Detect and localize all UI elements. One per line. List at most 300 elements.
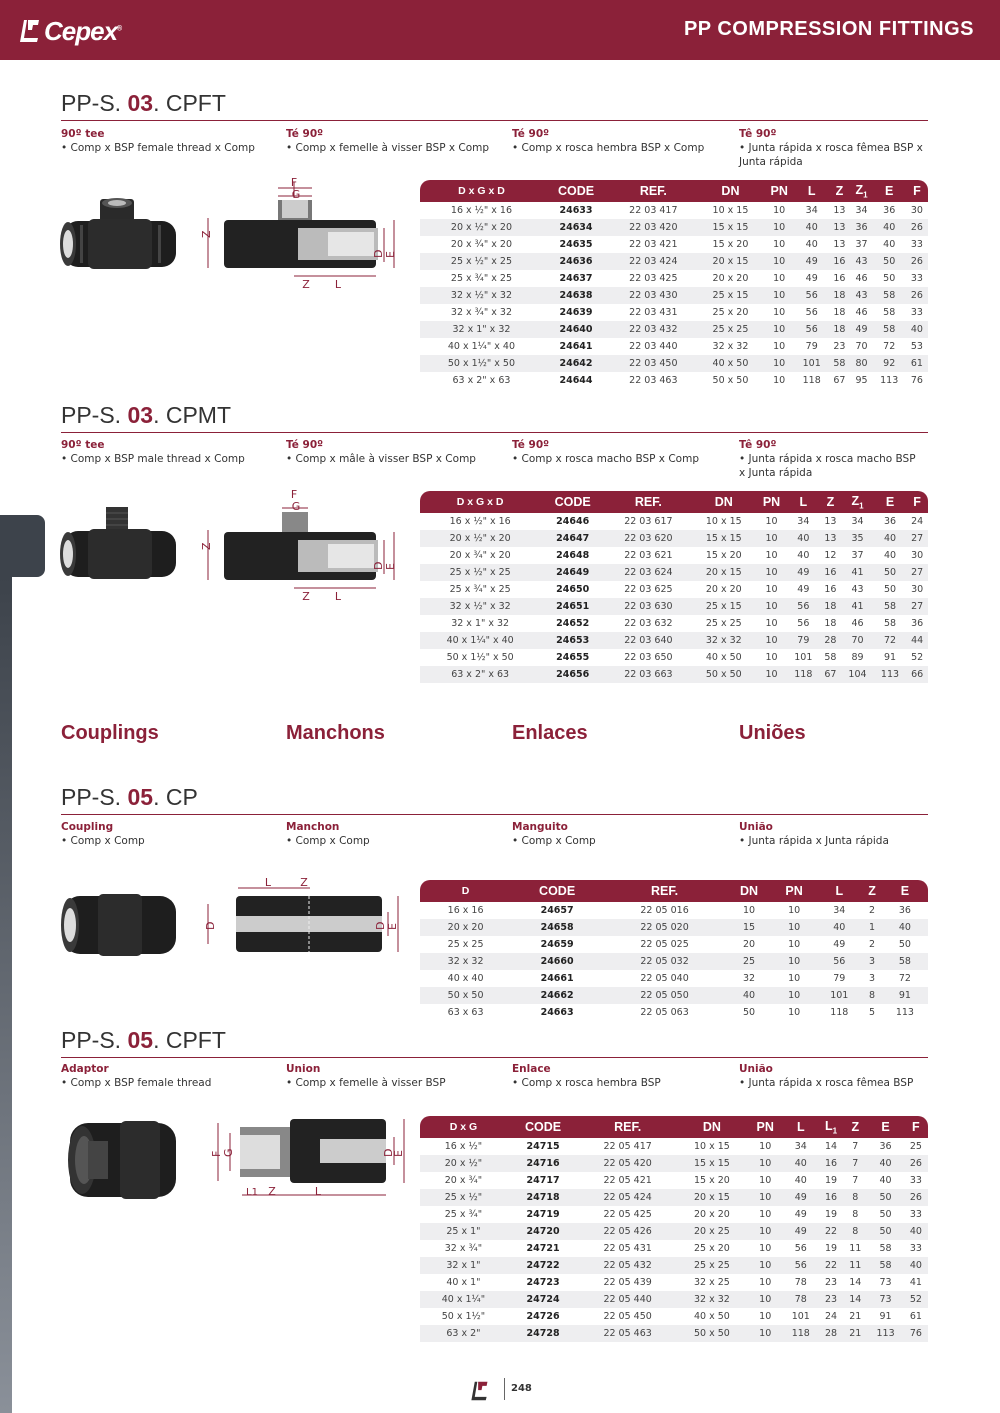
table-row [420,1004,928,1021]
table-cell: 32 x 25 [694,1277,730,1288]
table-cell: 49 [783,1223,819,1240]
table-cell: 22 03 421 [629,239,678,250]
dim-label: L [334,590,342,603]
table-cell: 49 [795,253,828,270]
table-cell: 118 [802,375,821,386]
table-cell: 22 05 032 [603,953,726,970]
table-cell: 11 [843,1257,867,1274]
table-cell: 32 x 32 [676,1291,748,1308]
table-cell: 56 [783,1257,819,1274]
table-cell: 56 [797,618,810,629]
table-cell: 13 [828,219,850,236]
table-cell: 30 [911,584,924,595]
table-cell: 28 [820,632,842,649]
table-cell: 91 [882,987,928,1004]
section-title-cpft-tee: PP-S. 03. CPFT [61,90,226,116]
table-cell: 49 [797,584,810,595]
dim-label: F [290,488,298,501]
table-cell: 89 [851,652,864,663]
table-cell: 40 x 1¼" x 40 [447,341,516,352]
product-code: 24655 [556,652,590,663]
table-cell: 22 05 424 [579,1189,676,1206]
product-code: 24715 [526,1141,560,1152]
table-cell: 40 [787,530,820,547]
table-row [420,372,928,389]
table-cell: 72 [874,632,907,649]
dim-label: F [210,1150,223,1157]
table-cell: 58 [873,321,906,338]
table-cell: 53 [910,341,923,352]
desc-pt: Tê 90º • Junta rápida x rosca macho BSP x Junta rápida [739,439,916,479]
table-row [420,253,928,270]
table-cell: 10 x 15 [712,205,749,216]
desc-es: Manguito • Comp x Comp [512,821,596,847]
table-cell: 10 [756,598,787,615]
table-cell: 40 x 1" [446,1277,481,1288]
table-cell: 25 x 25 [447,939,484,950]
table-cell: 33 [909,1175,922,1186]
table-cell: 56 [805,307,818,318]
table-cell: 15 x 20 [694,1175,730,1186]
column-header: Z [828,180,850,202]
table-cell: 36 [911,618,924,629]
table-cell: 22 03 630 [605,598,692,615]
table-cell: 1 [862,919,881,936]
table-cell: 50 [867,1223,903,1240]
table-cell: 80 [850,355,872,372]
table-row [420,1240,928,1257]
section-divider [61,432,928,433]
table-cell: 101 [795,355,828,372]
table-cell: 50 [883,584,897,595]
dim-label: Z [268,1185,276,1198]
table-cell: 67 [820,666,842,683]
table-cell: 32 x ½" x 32 [420,598,540,615]
table-cell: 11 [849,1243,862,1254]
table-row [420,1257,928,1274]
table-cell: 49 [850,321,872,338]
table-cell: 73 [879,1277,892,1288]
table-cell: 32 x 1" x 32 [451,618,510,629]
table-row [420,1138,928,1155]
table-cell: 27 [906,564,928,581]
table-header-row [420,180,928,202]
product-code: 24648 [556,550,590,561]
table-row [420,270,928,287]
table-row [420,202,928,219]
column-header: L [795,180,828,202]
table-row [420,1325,928,1342]
table-cell: 91 [883,652,897,663]
column-header: Z [862,880,881,902]
table-cell: 10 [773,239,786,250]
table-cell: 22 05 426 [579,1223,676,1240]
table-cell: 76 [904,1325,928,1342]
table-header-row [420,491,928,513]
table-cell: 14 [843,1291,867,1308]
table-cell: 40 [816,919,862,936]
table-cell: 8 [862,987,881,1004]
desc-es: Enlace • Comp x rosca hembra BSP [512,1063,661,1089]
table-cell: 16 x ½" x 16 [450,205,512,216]
table-cell: 7 [852,1175,859,1186]
product-code: 24649 [540,564,605,581]
table-cell: 13 [820,530,842,547]
desc-fr: Manchon • Comp x Comp [286,821,370,847]
table-cell: 56 [794,1243,807,1254]
desc-en: Adaptor • Comp x BSP female thread [61,1063,212,1089]
table-cell: 63 x 2" x 63 [452,375,511,386]
column-header: $Z_1$ [850,180,872,202]
table-cell: 79 [805,341,818,352]
table-cell: 21 [849,1311,862,1322]
table-cell: 41 [841,598,874,615]
column-header: DN [676,1116,748,1138]
section-divider [61,814,928,815]
table-cell: 10 [765,584,778,595]
table-cell: 78 [783,1291,819,1308]
table-cell: 40 x 50 [694,1311,730,1322]
table-cell: 10 [773,273,786,284]
dim-label: E [386,923,399,930]
table-cell: 113 [874,666,907,683]
column-header: D [420,880,511,902]
dim-label: Z [302,278,310,291]
table-cell: 13 [833,205,846,216]
column-header: CODE [543,180,609,202]
dim-label: D [374,921,387,930]
brand-registered: ® [117,25,122,33]
table-cell: 58 [874,598,907,615]
table-cell: 14 [825,1141,838,1152]
column-header: $Z_1$ [841,491,874,513]
table-row [420,936,928,953]
cepex-logo-icon [18,18,40,44]
coupling-photo [58,890,182,960]
table-cell: 58 [883,618,897,629]
table-cell: 101 [794,652,813,663]
table-row [420,970,928,987]
dim-label: L [334,278,342,291]
column-header: D x G [420,1116,507,1138]
dim-label: D [382,1148,395,1157]
table-cell: 10 [756,530,787,547]
table-cell: 22 05 421 [603,1175,652,1186]
table-cell: 44 [906,632,928,649]
table-cell: 43 [851,584,864,595]
table-cell: 92 [873,355,906,372]
product-code: 24640 [543,321,609,338]
product-code: 24647 [540,530,605,547]
table-cell: 40 x 1¼" x 40 [420,632,540,649]
table-cell: 10 [763,219,795,236]
table-cell: 25 x 20 [694,1243,730,1254]
table-cell: 50 x 50 [712,375,749,386]
table-cell: 20 x 20 [705,584,742,595]
product-code: 24636 [543,253,609,270]
table-cell: 50 [743,1007,756,1018]
table-cell: 10 [756,564,787,581]
table-cell: 40 [783,1155,819,1172]
table-cell: 22 05 440 [579,1291,676,1308]
table-cell: 22 03 450 [609,355,698,372]
product-code: 24720 [507,1223,579,1240]
table-cell: 40 x 40 [447,973,484,984]
product-code: 24634 [543,219,609,236]
table-cell: 72 [883,341,896,352]
desc-en: 90º tee • Comp x BSP female thread x Comp [61,128,255,154]
table-cell: 50 [873,253,906,270]
table-cell: 3 [862,953,881,970]
product-code: 24652 [556,618,590,629]
table-cell: 118 [830,1007,849,1018]
table-cell: 21 [843,1325,867,1342]
table-cell: 10 [765,550,778,561]
desc-pt: Tê 90º • Junta rápida x rosca fêmea BSP x Junta rápida [739,128,923,168]
column-header: CODE [507,1116,579,1138]
product-code: 24638 [543,287,609,304]
column-header: PN [763,180,795,202]
table-cell: 10 [743,905,756,916]
table-cell: 22 03 431 [629,307,678,318]
table-cell: 20 x ½" [420,1155,507,1172]
adaptor-photo [60,1117,184,1203]
table-cell: 22 03 430 [609,287,698,304]
table-cell: 56 [795,287,828,304]
table-cell: 24 [911,516,924,527]
table-cell: 15 [726,919,772,936]
table-cell: 15 x 20 [712,239,749,250]
table-cell: 10 [765,652,778,663]
product-code: 24722 [507,1257,579,1274]
table-cell: 16 [819,1155,843,1172]
dim-label: Z [200,542,213,550]
table-cell: 26 [906,253,928,270]
product-code: 24657 [540,905,574,916]
table-cell: 22 [819,1257,843,1274]
product-code: 24728 [507,1325,579,1342]
dim-label: F [290,176,298,189]
table-cell: 32 x ¾" x 32 [450,307,512,318]
table-cell: 56 [795,321,828,338]
table-cell: 22 05 450 [603,1311,652,1322]
table-cell: 25 x 25 [676,1257,748,1274]
table-cell: 32 x 32 [420,953,511,970]
table-cell: 19 [825,1243,838,1254]
table-cell: 22 03 432 [609,321,698,338]
desc-pt: União • Junta rápida x Junta rápida [739,821,889,847]
product-code: 24641 [559,341,593,352]
table-cell: 20 x 15 [698,253,764,270]
product-code: 24639 [559,307,593,318]
product-code: 24660 [511,953,603,970]
table-cell: 32 [743,973,756,984]
spec-table-adaptor [420,1116,928,1342]
tee-female-photo [58,195,182,275]
table-cell: 22 05 020 [603,919,726,936]
table-cell: 22 03 617 [624,516,673,527]
column-header: F [906,491,928,513]
section-divider [61,1057,928,1058]
table-cell: 113 [895,1007,914,1018]
table-row [420,338,928,355]
table-cell: 10 [759,1175,772,1186]
table-row [420,1189,928,1206]
column-header: DN [692,491,756,513]
table-row [420,1274,928,1291]
column-header: L [783,1116,819,1138]
table-cell: 40 [867,1155,903,1172]
table-cell: 63 x 2" [420,1325,507,1342]
column-header: F [906,180,928,202]
table-cell: 49 [805,273,818,284]
table-cell: 10 [759,1141,772,1152]
product-code: 24718 [507,1189,579,1206]
table-cell: 50 [883,273,896,284]
table-cell: 25 x ½" x 25 [420,564,540,581]
column-header: REF. [603,880,726,902]
table-cell: 25 x ¾" [444,1209,483,1220]
tee-female-drawing [198,176,408,291]
spec-table-cpft-tee [420,180,928,389]
column-header: F [904,1116,928,1138]
table-row [420,530,928,547]
product-code: 24635 [559,239,593,250]
table-cell: 32 x ¾" [444,1243,483,1254]
table-cell: 16 x 16 [447,905,484,916]
table-cell: 22 03 625 [624,584,673,595]
section-title-cpmt-tee: PP-S. 03. CPMT [61,402,232,428]
table-cell: 61 [909,1311,922,1322]
dim-label: E [384,563,397,570]
table-cell: 34 [805,205,818,216]
table-cell: 10 [759,1311,772,1322]
table-cell: 58 [879,1243,892,1254]
table-cell: 50 x 1½" x 50 [446,652,514,663]
column-header: L [816,880,862,902]
desc-es: Té 90º • Comp x rosca hembra BSP x Comp [512,128,705,154]
table-cell: 10 [772,953,816,970]
product-code: 24644 [559,375,593,386]
table-cell: 25 [726,953,772,970]
table-cell: 25 x 25 [705,618,742,629]
table-cell: 10 [759,1209,772,1220]
product-code: 24637 [559,273,593,284]
table-cell: 22 05 431 [603,1243,652,1254]
table-cell: 10 [748,1291,783,1308]
tee-male-drawing [198,488,408,603]
table-cell: 32 x 32 [712,341,749,352]
table-cell: 40 [794,1175,807,1186]
dim-label: G [291,188,301,201]
table-cell: 76 [910,375,923,386]
dim-label: D [372,249,385,258]
table-cell: 40 [797,550,810,561]
table-cell: 43 [850,287,872,304]
table-cell: 33 [909,1209,922,1220]
table-cell: 113 [867,1325,903,1342]
table-cell: 10 [756,666,787,683]
desc-fr: Union • Comp x femelle à visser BSP [286,1063,446,1089]
dim-label: G [222,1148,235,1157]
table-cell: 33 [910,273,923,284]
table-cell: 23 [833,341,846,352]
table-cell: 20 x ¾" x 20 [449,550,511,561]
table-cell: 63 x 63 [447,1007,484,1018]
table-cell: 66 [906,666,928,683]
table-header-row [420,1116,928,1138]
desc-en: 90º tee • Comp x BSP male thread x Comp [61,439,245,465]
table-cell: 50 x 50 [420,987,511,1004]
table-cell: 16 [824,584,837,595]
table-row [420,666,928,683]
product-code: 24663 [540,1007,574,1018]
table-cell: 22 05 420 [579,1155,676,1172]
table-cell: 61 [906,355,928,372]
table-header-row [420,880,928,902]
table-cell: 8 [852,1209,859,1220]
table-cell: 36 [898,905,911,916]
group-heading-pt: Uniões [739,722,806,744]
table-row [420,615,928,632]
product-code: 24653 [540,632,605,649]
table-cell: 36 [883,205,896,216]
table-cell: 52 [911,652,924,663]
column-header: REF. [579,1116,676,1138]
section-title-coupling: PP-S. 05. CP [61,784,198,810]
column-header: E [882,880,928,902]
page-header [0,0,1000,60]
table-cell: 10 [773,205,786,216]
table-cell: 10 x 15 [694,1141,730,1152]
table-cell: 28 [819,1325,843,1342]
table-cell: 40 [795,219,828,236]
table-cell: 22 03 440 [629,341,678,352]
dim-label: D [204,921,217,930]
table-cell: 33 [910,239,923,250]
table-cell: 22 03 463 [629,375,678,386]
table-cell: 41 [841,564,874,581]
table-cell: 22 05 016 [640,905,689,916]
table-cell: 22 05 025 [640,939,689,950]
table-cell: 32 x 1" [420,1257,507,1274]
table-cell: 20 x 20 [712,273,749,284]
table-cell: 16 x ½" x 16 [449,516,511,527]
table-cell: 50 [867,1189,903,1206]
table-row [420,1223,928,1240]
table-cell: 18 [828,321,850,338]
table-cell: 10 [763,355,795,372]
column-header: PN [772,880,816,902]
dim-label: E [384,251,397,258]
table-cell: 26 [904,1155,928,1172]
table-cell: 10 [759,1277,772,1288]
table-cell: 43 [850,253,872,270]
table-cell: 10 [788,905,801,916]
table-cell: 104 [841,666,874,683]
product-code: 24642 [543,355,609,372]
dim-label: Z [302,590,310,603]
desc-es: Té 90º • Comp x rosca macho BSP x Comp [512,439,700,465]
table-cell: 34 [797,516,810,527]
table-cell: 46 [855,273,868,284]
table-cell: 10 [773,375,786,386]
table-cell: 36 [883,516,897,527]
table-cell: 40 [874,530,907,547]
dim-label: L1 [246,1187,258,1198]
table-cell: 50 [898,939,911,950]
column-header: L [787,491,820,513]
